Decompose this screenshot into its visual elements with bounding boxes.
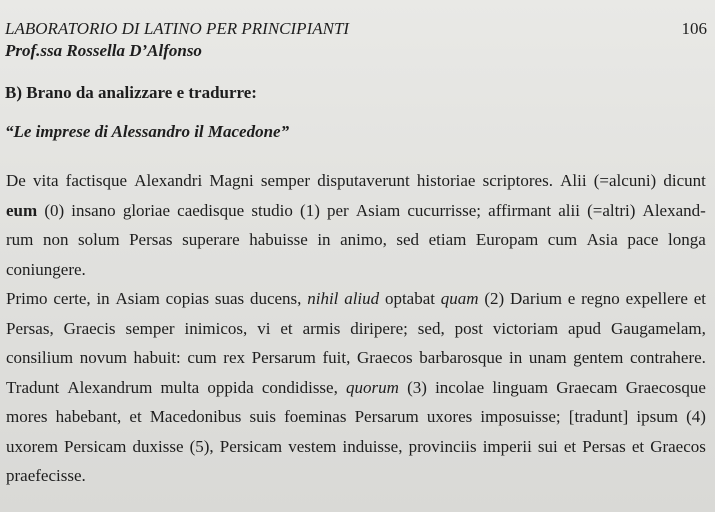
passage-word: superare — [182, 230, 240, 249]
passage-word: inimicos, — [184, 318, 248, 338]
passage-word: incolae — [435, 377, 485, 397]
passage-word: animo, — [340, 230, 387, 249]
passage-line — [6, 373, 706, 403]
passage-word: vestem — [288, 436, 337, 456]
passage-word: in — [509, 348, 523, 367]
passage-word: longa — [668, 230, 706, 249]
passage-word: Europam — [475, 230, 539, 249]
passage-line — [6, 255, 706, 285]
passage-word: habuisse — [249, 230, 308, 249]
passage-word: Primo — [6, 289, 48, 308]
passage-word: uxorem — [6, 436, 58, 456]
passage-word: ipsum — [636, 407, 678, 426]
passage-word: Persas, — [6, 318, 54, 338]
passage-word: Alexandrum — [67, 377, 153, 397]
passage-line — [6, 166, 706, 196]
passage-word: victoriam — [492, 318, 559, 338]
passage-word: cucurrisse; — [407, 200, 482, 220]
passage-word: praefecisse. — [6, 466, 86, 485]
passage-line — [6, 343, 706, 373]
passage-word: imposuisse; — [480, 407, 561, 426]
passage-title: “Le imprese di Alessandro il Macedone” — [5, 122, 290, 141]
passage-word: et — [563, 436, 577, 456]
passage-word: Graecis — [63, 318, 116, 338]
passage-word: expellere — [625, 289, 688, 308]
passage-word: rex — [223, 348, 246, 367]
passage-word: ducens, — [249, 289, 302, 308]
passage-word: coniungere. — [6, 259, 86, 279]
passage-word: Gaugamelam, — [610, 318, 706, 338]
passage-word: (0) — [44, 200, 65, 220]
passage-word: cum — [187, 348, 217, 367]
passage-word: suis — [249, 407, 276, 426]
passage-word: insano — [71, 200, 116, 220]
passage-word: De — [6, 171, 26, 190]
passage-word: vi — [257, 318, 271, 338]
passage-word: oppida — [207, 377, 254, 397]
passage-word: pace — [627, 230, 659, 249]
passage-word: post — [454, 318, 483, 338]
passage-line — [6, 225, 706, 255]
passage-word: dicunt — [663, 171, 706, 190]
passage-word: et — [693, 289, 706, 308]
passage-word: multa — [160, 377, 200, 397]
passage-word: habuit: — [133, 348, 181, 367]
passage-word: sui — [537, 436, 558, 456]
passage-word: (5), — [189, 436, 214, 456]
page-number: 106 — [681, 19, 707, 38]
passage-word: scriptores. — [482, 171, 553, 190]
passage-word: armis — [302, 318, 341, 338]
passage-word: Graecosque — [625, 377, 706, 397]
passage-word: eum — [6, 200, 38, 220]
latin-passage — [6, 166, 706, 491]
passage-word: in — [317, 230, 331, 249]
passage-line — [6, 196, 706, 226]
passage-word: (=alcuni) — [593, 171, 657, 190]
passage-line — [6, 284, 706, 314]
passage-word: (=altri) — [587, 200, 636, 220]
passage-word: aliud — [344, 289, 380, 308]
passage-word: copias — [165, 289, 210, 308]
passage-word: Asiam — [115, 289, 160, 308]
passage-word: etiam — [428, 230, 467, 249]
passage-word: Persarum — [251, 348, 316, 367]
passage-word: habebant, — [55, 407, 122, 426]
passage-word: et — [631, 436, 645, 456]
passage-word: studio — [251, 200, 293, 220]
passage-word: gentem — [573, 348, 624, 367]
passage-word: semper — [125, 318, 175, 338]
instructor-name: Prof.ssa Rossella D’Alfonso — [5, 41, 202, 60]
passage-word: apud — [567, 318, 602, 338]
passage-word: (2) — [484, 289, 505, 308]
passage-word: induisse, — [342, 436, 403, 456]
passage-word: uxores — [426, 407, 473, 426]
passage-word: Persas — [582, 436, 626, 456]
passage-word: disputaverunt — [317, 171, 410, 190]
passage-word: [tradunt] — [568, 407, 629, 426]
passage-word: historiae — [416, 171, 476, 190]
passage-word: cum — [547, 230, 578, 249]
passage-word: barbarosque — [419, 348, 503, 367]
passage-word: contrahere. — [629, 348, 706, 367]
passage-word: e — [567, 289, 576, 308]
passage-word: Persicam — [219, 436, 283, 456]
passage-word: Persarum — [354, 407, 419, 426]
passage-word: regno — [581, 289, 620, 308]
passage-word: Asia — [586, 230, 618, 249]
passage-word: unam — [528, 348, 567, 367]
passage-word: optabat — [384, 289, 435, 308]
passage-word: Tradunt — [6, 377, 60, 397]
passage-word: affirmant — [488, 200, 552, 220]
passage-word: rum — [6, 230, 34, 249]
passage-word: factisque — [65, 171, 128, 190]
passage-word: (4) — [686, 407, 706, 426]
passage-word: non — [42, 230, 69, 249]
passage-word: Asiam — [355, 200, 401, 220]
passage-word: Magni — [209, 171, 254, 190]
passage-word: caedisque — [177, 200, 245, 220]
passage-word: Persas — [129, 230, 173, 249]
passage-word: nihil — [307, 289, 339, 308]
passage-word: solum — [77, 230, 120, 249]
passage-word: Persicam — [64, 436, 127, 456]
passage-word: Alexandri — [134, 171, 203, 190]
passage-word: quorum — [346, 377, 399, 397]
passage-word: provinciis — [408, 436, 477, 456]
passage-line — [6, 402, 706, 432]
passage-word: Graecam — [556, 377, 618, 397]
passage-word: vita — [33, 171, 59, 190]
passage-word: certe, — [53, 289, 91, 308]
passage-word: sed — [396, 230, 420, 249]
course-title: LABORATORIO DI LATINO PER PRINCIPIANTI — [5, 19, 350, 38]
passage-word: (3) — [407, 377, 427, 397]
passage-line — [6, 461, 706, 491]
passage-word: diripere; — [350, 318, 408, 338]
passage-word: (1) — [300, 200, 320, 220]
passage-word: Alii — [560, 171, 587, 190]
passage-word: condidisse, — [261, 377, 338, 397]
passage-word: novum — [79, 348, 127, 367]
passage-word: in — [96, 289, 110, 308]
passage-word: foeminas — [284, 407, 347, 426]
passage-line — [6, 432, 706, 462]
passage-word: quam — [440, 289, 479, 308]
passage-word: per — [327, 200, 349, 220]
passage-word: consilium — [6, 348, 74, 367]
passage-word: et — [129, 407, 142, 426]
passage-word: Macedonibus — [149, 407, 242, 426]
passage-word: sed, — [417, 318, 445, 338]
passage-word: duxisse — [132, 436, 184, 456]
passage-word: Graecos — [356, 348, 413, 367]
passage-word: Alexand- — [642, 200, 706, 220]
passage-line — [6, 314, 706, 344]
passage-word: Graecos — [650, 436, 706, 456]
passage-word: Darium — [510, 289, 562, 308]
passage-word: linguam — [492, 377, 549, 397]
section-heading: B) Brano da analizzare e tradurre: — [5, 83, 257, 102]
passage-word: et — [280, 318, 293, 338]
passage-word: alii — [558, 200, 580, 220]
passage-word: gloriae — [122, 200, 171, 220]
passage-word: semper — [260, 171, 311, 190]
passage-word: mores — [6, 407, 48, 426]
passage-word: imperii — [482, 436, 532, 456]
passage-word: fuit, — [322, 348, 351, 367]
passage-word: suas — [214, 289, 245, 308]
